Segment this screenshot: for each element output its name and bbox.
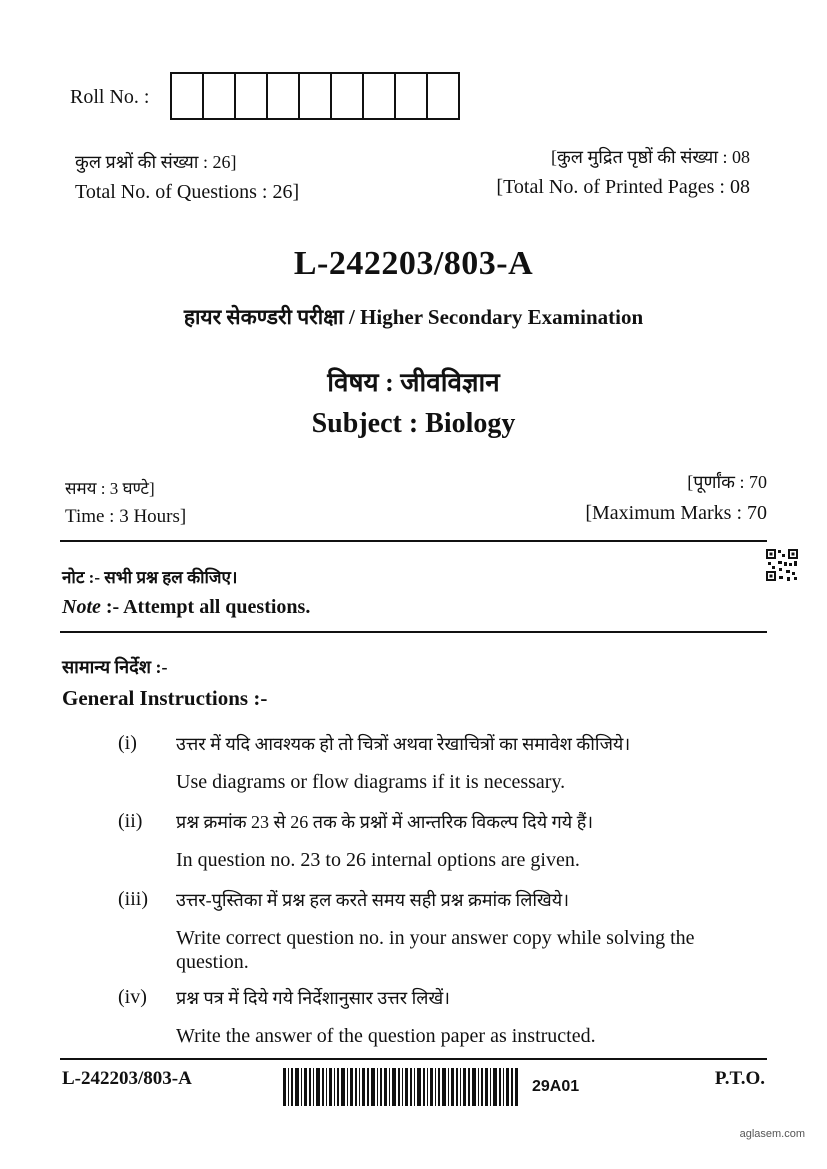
roll-no-label: Roll No. :: [70, 86, 150, 108]
footer-serial-number: 29A01: [532, 1078, 580, 1095]
instruction-number: (ii): [118, 810, 143, 832]
marks-hindi: [पूर्णांक : 70: [687, 472, 767, 492]
instruction-item: [118, 888, 768, 974]
total-questions-english: Total No. of Questions : 26]: [75, 181, 300, 203]
instruction-item: [118, 732, 768, 794]
time-english: Time : 3 Hours]: [65, 506, 187, 527]
note-text: :- Attempt all questions.: [100, 596, 311, 618]
roll-digit-box[interactable]: [204, 74, 236, 118]
roll-digit-box[interactable]: [332, 74, 364, 118]
subject-hindi: विषय : जीवविज्ञान: [327, 368, 500, 397]
qr-code-icon: [765, 548, 799, 582]
general-instructions-title-english: General Instructions :-: [62, 686, 268, 710]
instruction-number: (iii): [118, 888, 148, 910]
instruction-english: Use diagrams or flow diagrams if it is necessary.: [176, 771, 566, 793]
footer-paper-code: L-242203/803-A: [62, 1068, 192, 1089]
roll-digit-box[interactable]: [428, 74, 458, 118]
note-label: Note: [62, 596, 101, 618]
instruction-hindi: उत्तर में यदि आवश्यक हो तो चित्रों अथवा रेखाचित्रों का समावेश कीजिये।: [176, 734, 631, 754]
watermark: aglasem.com: [739, 1128, 805, 1140]
roll-digit-box[interactable]: [172, 74, 204, 118]
divider: [60, 540, 767, 542]
roll-no-boxes[interactable]: [170, 72, 460, 120]
roll-digit-box[interactable]: [236, 74, 268, 118]
instruction-english: Write the answer of the question paper as instructed.: [176, 1025, 596, 1047]
instruction-hindi: उत्तर-पुस्तिका में प्रश्न हल करते समय सही प्रश्न क्रमांक लिखिये।: [176, 890, 570, 910]
instruction-number: (iv): [118, 986, 147, 1008]
time-hindi: समय : 3 घण्टे]: [65, 479, 155, 498]
barcode-icon: [283, 1068, 519, 1106]
subject-english: Subject : Biology: [311, 408, 516, 439]
roll-digit-box[interactable]: [268, 74, 300, 118]
instruction-item: [118, 810, 768, 872]
paper-code: L-242203/803-A: [293, 245, 534, 282]
instruction-hindi: प्रश्न पत्र में दिये गये निर्देशानुसार उत्तर लिखें।: [176, 988, 450, 1008]
total-pages-hindi: [कुल मुद्रित पृष्ठों की संख्या : 08: [550, 147, 750, 167]
divider: [60, 631, 767, 633]
instruction-english: In question no. 23 to 26 internal options are given.: [176, 849, 580, 871]
instruction-number: (i): [118, 732, 137, 754]
instruction-english: Write correct question no. in your answer copy while solving the question.: [176, 927, 695, 973]
marks-english: [Maximum Marks : 70: [585, 502, 767, 524]
total-questions-hindi: कुल प्रश्नों की संख्या : 26]: [75, 152, 237, 172]
general-instructions-title-hindi: सामान्य निर्देश :-: [62, 657, 168, 677]
exam-title: हायर सेकण्डरी परीक्षा / Higher Secondary Examination: [183, 305, 644, 329]
instruction-hindi: प्रश्न क्रमांक 23 से 26 तक के प्रश्नों में आन्तरिक विकल्प दिये गये हैं।: [176, 812, 594, 832]
roll-digit-box[interactable]: [300, 74, 332, 118]
total-pages-english: [Total No. of Printed Pages : 08: [496, 176, 750, 198]
roll-digit-box[interactable]: [396, 74, 428, 118]
note-hindi: नोट :- सभी प्रश्न हल कीजिए।: [62, 568, 238, 587]
instruction-item: [118, 986, 768, 1048]
roll-digit-box[interactable]: [364, 74, 396, 118]
footer-divider: [60, 1058, 767, 1060]
pto-label: P.T.O.: [714, 1068, 765, 1089]
note-english: [62, 596, 310, 619]
